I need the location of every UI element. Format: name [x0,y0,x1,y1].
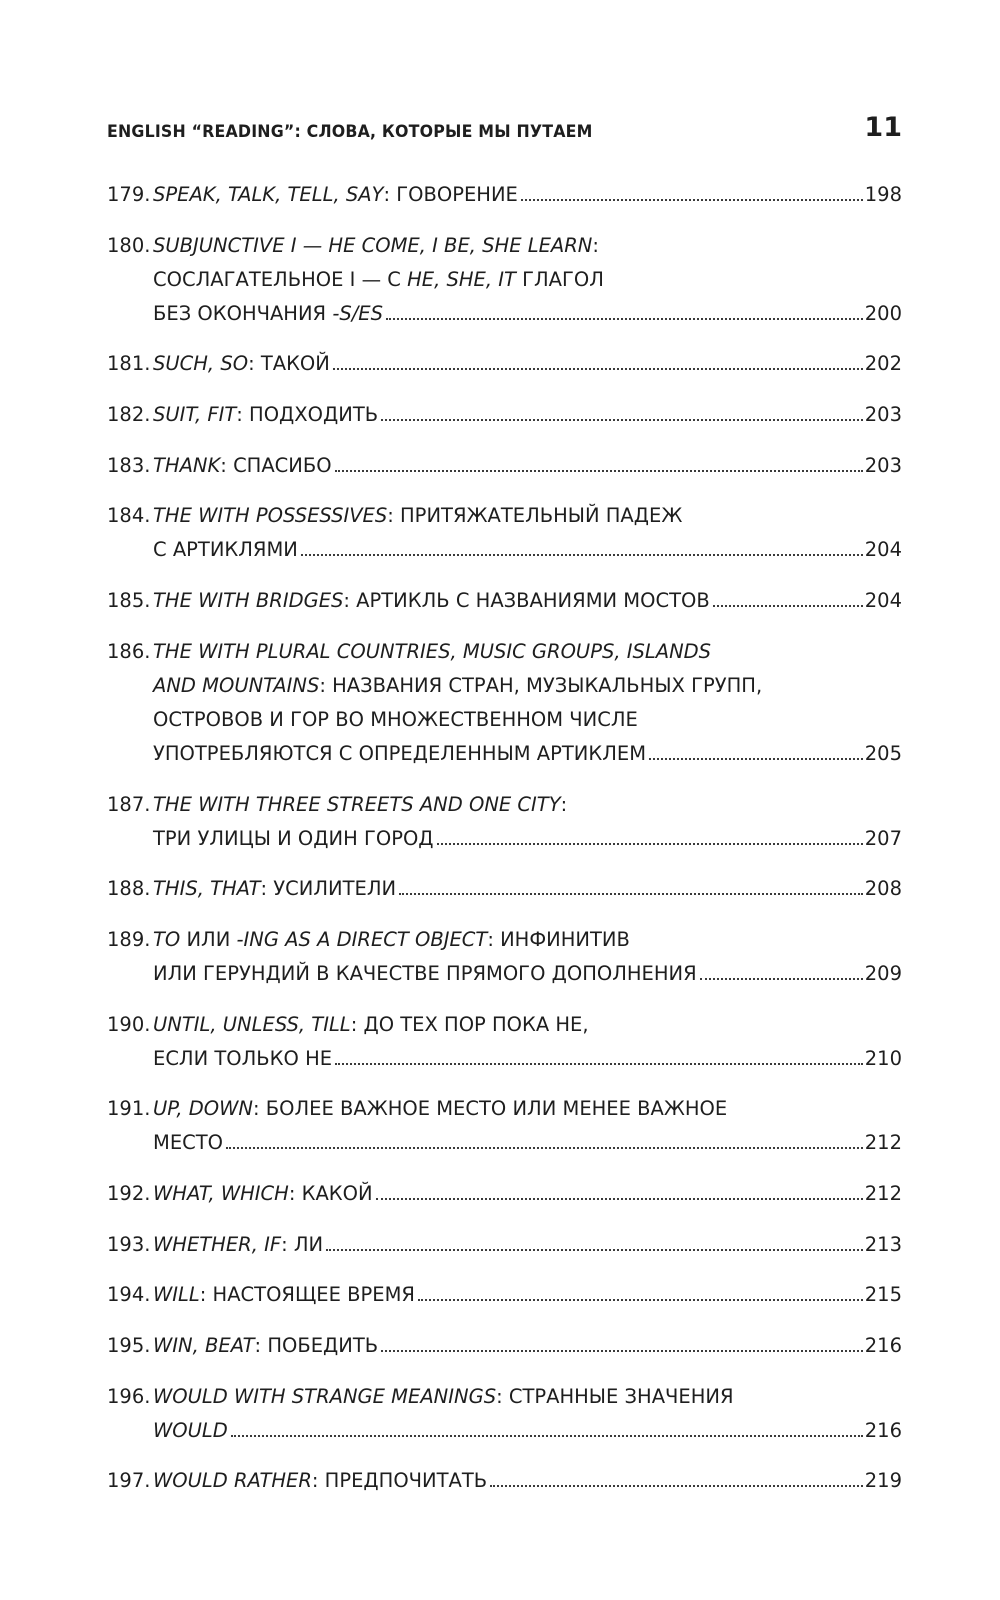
entry-term-italic: THIS, THAT [153,877,261,901]
dot-leader [376,1198,863,1200]
entry-number: 184. [107,504,151,528]
entry-page-number: 210 [864,1046,902,1070]
entry-page-number: 200 [864,301,902,325]
entry-term-italic: AND MOUNTAINS [153,673,320,697]
entry-term-italic: WOULD WITH STRANGE MEANINGS [153,1384,497,1408]
entry-text: МЕСТО [153,1131,224,1155]
toc-entry[interactable] [107,347,902,381]
entry-number: 180. [107,233,151,257]
entry-body [153,1008,902,1076]
entry-title [153,178,518,212]
entry-text: : [592,233,599,257]
entry-number: 187. [107,792,151,816]
entry-text: : ПРЕДПОЧИТАТЬ [311,1469,488,1493]
toc-entry[interactable] [107,788,902,856]
toc-entry[interactable] [107,872,902,906]
entry-line [153,788,902,822]
entry-title [153,1464,487,1498]
entry-text: : ИНФИНИТИВ [487,927,630,951]
entry-line [153,635,902,669]
entry-text: : ПОБЕДИТЬ [254,1334,379,1357]
entry-title [153,737,646,771]
entry-body [153,1278,902,1312]
entry-text: ЕСЛИ ТОЛЬКО НЕ [153,1046,333,1070]
entry-term-italic: TO [153,927,181,951]
entry-text: ТРИ УЛИЦЫ И ОДИН ГОРОД [153,826,434,850]
toc-entry[interactable] [107,499,902,567]
toc-entry[interactable] [107,449,902,483]
entry-body [153,398,902,432]
entry-last-line [153,1042,902,1076]
entry-number: 185. [107,589,151,613]
entry-page-number: 212 [864,1131,902,1155]
toc-entry[interactable] [107,229,902,331]
entry-line [153,499,902,533]
entry-page-number: 203 [864,453,902,477]
entry-title [153,584,710,618]
entry-line [153,669,902,703]
entry-term-italic: SPEAK, TALK, TELL, SAY [153,183,384,206]
entry-term-italic: SUBJUNCTIVE I — HE COME, I BE, SHE LEARN [153,233,593,257]
entry-text: ИЛИ ГЕРУНДИЙ В КАЧЕСТВЕ ПРЯМОГО ДОПОЛНЕНИЯ [153,961,697,985]
toc-entry[interactable] [107,1177,902,1211]
entry-text: БЕЗ ОКОНЧАНИЯ [153,301,333,325]
entry-text: : СТРАННЫЕ ЗНАЧЕНИЯ [496,1384,734,1408]
entry-term-italic: THANK [153,453,221,477]
entry-page-number: 207 [864,826,902,850]
entry-last-line [153,1228,902,1262]
entry-line [153,229,902,263]
entry-number: 182. [107,403,151,427]
entry-number: 195. [107,1334,151,1357]
entry-term-italic: WILL [153,1283,200,1307]
entry-term-italic: UP, DOWN [153,1097,253,1121]
running-head-title: ENGLISH “READING”: СЛОВА, КОТОРЫЕ МЫ ПУТАЕМ [107,122,593,142]
entry-last-line [153,1126,902,1160]
entry-text: : ТАКОЙ [248,352,330,376]
entry-page-number: 209 [864,961,902,985]
dot-leader [700,978,863,980]
entry-last-line [153,737,902,771]
entry-term-italic: THE WITH PLURAL COUNTRIES, MUSIC GROUPS, ISLANDS [153,639,712,663]
entry-text: С АРТИКЛЯМИ [153,538,298,562]
entry-title [153,1177,373,1211]
entry-text: ИЛИ [180,927,237,951]
entry-text: : НАЗВАНИЯ СТРАН, МУЗЫКАЛЬНЫХ ГРУПП, [319,673,763,697]
entry-title [153,1414,228,1448]
entry-text: : ПРИТЯЖАТЕЛЬНЫЙ ПАДЕЖ [387,504,683,528]
dot-leader [335,1063,863,1065]
entry-body [153,1380,902,1448]
entry-text: : БОЛЕЕ ВАЖНОЕ МЕСТО ИЛИ МЕНЕЕ ВАЖНОЕ [252,1097,728,1121]
table-of-contents [107,178,902,1515]
entry-last-line [153,584,902,618]
entry-last-line [153,347,902,381]
entry-text: : ЛИ [281,1232,324,1256]
toc-entry[interactable] [107,1380,902,1448]
entry-text: ОСТРОВОВ И ГОР ВО МНОЖЕСТВЕННОМ ЧИСЛЕ [153,707,638,731]
entry-number: 196. [107,1384,151,1408]
entry-term-italic: THE WITH POSSESSIVES [153,504,388,528]
toc-entry[interactable] [107,1329,902,1363]
dot-leader [437,843,863,845]
entry-last-line [153,1329,902,1363]
entry-last-line [153,178,902,212]
entry-number: 188. [107,877,151,901]
entry-body [153,788,902,856]
entry-last-line [153,1278,902,1312]
entry-body [153,1228,902,1262]
entry-text: : КАКОЙ [288,1181,373,1205]
dot-leader [335,470,863,472]
toc-entry[interactable] [107,1278,902,1312]
entry-page-number: 216 [864,1334,902,1357]
entry-title [153,957,697,991]
dot-leader [381,419,863,421]
entry-last-line [153,957,902,991]
dot-leader [399,893,863,895]
entry-body [153,923,902,991]
entry-page-number: 219 [864,1469,902,1493]
entry-last-line [153,822,902,856]
entry-number: 192. [107,1181,151,1205]
page-number: 11 [864,112,902,143]
entry-term-italic: SUCH, SO [153,352,249,376]
entry-body [153,1329,902,1363]
entry-title [153,449,332,483]
entry-body [153,872,902,906]
entry-number: 191. [107,1097,151,1121]
entry-body [153,449,902,483]
toc-entry[interactable] [107,584,902,618]
entry-term-italic: THE WITH BRIDGES [153,589,344,613]
entry-title [153,297,383,331]
entry-last-line [153,449,902,483]
entry-text: : [560,792,568,816]
entry-text: : ГОВОРЕНИЕ [383,183,518,206]
entry-number: 197. [107,1469,151,1493]
entry-page-number: 216 [864,1418,902,1442]
dot-leader [521,199,863,201]
entry-term-italic: WHAT, WHICH [153,1181,289,1205]
entry-term-italic: WOULD RATHER [153,1469,312,1493]
entry-number: 181. [107,352,151,376]
entry-page-number: 212 [864,1181,902,1205]
dot-leader [301,554,863,556]
entry-body [153,499,902,567]
toc-entry[interactable] [107,178,902,212]
entry-page-number: 204 [864,538,902,562]
entry-title [153,1329,378,1363]
entry-line [153,263,902,297]
toc-entry[interactable] [107,923,902,991]
entry-text: СОСЛАГАТЕЛЬНОЕ I — С [153,267,408,291]
toc-entry[interactable] [107,398,902,432]
entry-page-number: 213 [864,1232,902,1256]
dot-leader [381,1350,863,1352]
entry-body [153,1092,902,1160]
dot-leader [649,758,863,760]
entry-term-italic: WHETHER, IF [153,1232,282,1256]
entry-page-number: 203 [864,403,902,427]
entry-term-italic: HE, SHE, IT [407,267,516,291]
entry-term-italic: WIN, BEAT [153,1334,255,1357]
dot-leader [231,1435,863,1437]
entry-page-number: 204 [864,589,902,613]
entry-number: 189. [107,927,151,951]
entry-title [153,1228,323,1262]
toc-entry[interactable] [107,635,902,771]
entry-number: 186. [107,639,151,663]
entry-body [153,1464,902,1498]
entry-text: : АРТИКЛЬ С НАЗВАНИЯМИ МОСТОВ [343,589,710,613]
entry-title [153,533,298,567]
entry-title [153,1278,415,1312]
entry-text: : СПАСИБО [220,453,332,477]
entry-line [153,703,902,737]
entry-title [153,1042,332,1076]
dot-leader [386,318,863,320]
entry-title [153,872,396,906]
entry-last-line [153,1414,902,1448]
entry-title [153,347,330,381]
entry-text: : ДО ТЕХ ПОР ПОКА НЕ, [350,1012,589,1036]
running-header [107,112,902,152]
entry-term-italic: WOULD [153,1418,228,1442]
toc-entry[interactable] [107,1092,902,1160]
entry-line [153,1008,902,1042]
entry-text: ГЛАГОЛ [515,267,604,291]
entry-last-line [153,872,902,906]
entry-body [153,635,902,771]
entry-term-italic: UNTIL, UNLESS, TILL [153,1012,351,1036]
entry-page-number: 198 [864,183,902,206]
entry-last-line [153,297,902,331]
toc-entry[interactable] [107,1464,902,1498]
entry-page-number: 208 [864,877,902,901]
entry-title [153,822,434,856]
entry-last-line [153,398,902,432]
toc-entry[interactable] [107,1008,902,1076]
entry-text: : НАСТОЯЩЕЕ ВРЕМЯ [199,1283,415,1307]
entry-line [153,1380,902,1414]
entry-page-number: 205 [864,741,902,765]
entry-body [153,178,902,212]
entry-body [153,229,902,331]
entry-number: 190. [107,1012,151,1036]
entry-body [153,1177,902,1211]
entry-last-line [153,1177,902,1211]
entry-text: : ПОДХОДИТЬ [236,403,379,427]
entry-text: : УСИЛИТЕЛИ [260,877,397,901]
entry-page-number: 215 [864,1283,902,1307]
entry-line [153,923,902,957]
entry-number: 194. [107,1283,151,1307]
toc-entry[interactable] [107,1228,902,1262]
entry-last-line [153,533,902,567]
dot-leader [333,368,863,370]
entry-number: 183. [107,453,151,477]
entry-title [153,1126,223,1160]
entry-term-italic: THE WITH THREE STREETS AND ONE CITY [153,792,561,816]
entry-body [153,347,902,381]
entry-body [153,584,902,618]
entry-line [153,1092,902,1126]
entry-term-italic: -S/ES [332,301,383,325]
dot-leader [490,1485,863,1487]
dot-leader [713,605,863,607]
entry-term-italic: -ING AS A DIRECT OBJECT [236,927,488,951]
entry-number: 193. [107,1232,151,1256]
entry-term-italic: SUIT, FIT [153,403,237,427]
entry-number: 179. [107,183,151,206]
entry-page-number: 202 [864,352,902,376]
entry-last-line [153,1464,902,1498]
dot-leader [418,1299,863,1301]
entry-text: УПОТРЕБЛЯЮТСЯ С ОПРЕДЕЛЕННЫМ АРТИКЛЕМ [153,741,647,765]
entry-title [153,398,378,432]
dot-leader [226,1147,863,1149]
dot-leader [326,1249,863,1251]
